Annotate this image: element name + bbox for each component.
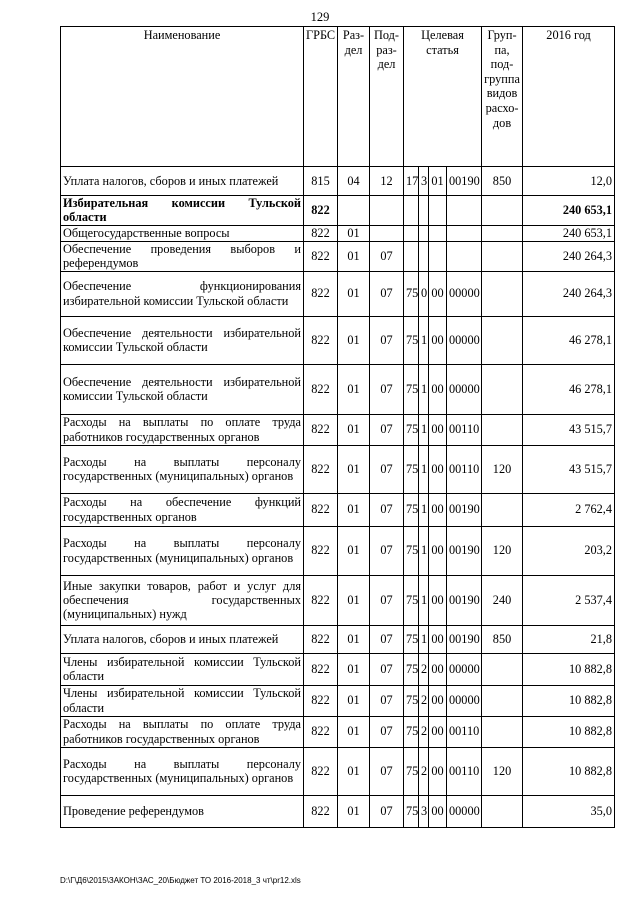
row-name: Общегосударственные вопросы — [61, 225, 304, 241]
row-target-program — [404, 225, 419, 241]
row-podrazdel: 07 — [370, 241, 404, 271]
row-target-event: 00 — [429, 493, 447, 526]
row-expense-group — [482, 271, 523, 316]
table-row — [61, 271, 615, 316]
row-amount-2016: 240 264,3 — [523, 271, 615, 316]
row-expense-group — [482, 316, 523, 364]
row-target-program: 75 — [404, 653, 419, 685]
row-target-direction: 00000 — [447, 795, 482, 827]
row-razdel: 01 — [338, 625, 370, 653]
row-target-program: 75 — [404, 364, 419, 414]
row-name: Расходы на выплаты персоналу государственных (муниципальных) органов — [61, 747, 304, 795]
row-expense-group — [482, 795, 523, 827]
row-target-event: 00 — [429, 716, 447, 747]
row-podrazdel: 07 — [370, 625, 404, 653]
row-razdel: 01 — [338, 716, 370, 747]
row-target-program — [404, 241, 419, 271]
row-target-event — [429, 241, 447, 271]
row-amount-2016: 43 515,7 — [523, 414, 615, 445]
row-expense-group — [482, 241, 523, 271]
table-row — [61, 196, 615, 226]
header-target: Целевая статья — [404, 27, 482, 167]
row-name: Уплата налогов, сборов и иных платежей — [61, 625, 304, 653]
row-grbs: 822 — [304, 685, 338, 716]
row-expense-group: 120 — [482, 526, 523, 575]
row-podrazdel: 07 — [370, 653, 404, 685]
header-row — [61, 27, 615, 167]
row-target-direction: 00190 — [447, 167, 482, 196]
row-podrazdel: 07 — [370, 795, 404, 827]
row-podrazdel — [370, 225, 404, 241]
row-target-subprogram: 1 — [419, 414, 429, 445]
row-target-direction: 00000 — [447, 685, 482, 716]
row-expense-group — [482, 364, 523, 414]
row-expense-group: 240 — [482, 575, 523, 625]
header-year: 2016 год — [523, 27, 615, 167]
row-target-direction: 00190 — [447, 526, 482, 575]
row-target-event — [429, 196, 447, 226]
row-target-program: 17 — [404, 167, 419, 196]
row-name: Обеспечение деятельности избирательной комиссии Тульской области — [61, 316, 304, 364]
row-target-subprogram: 1 — [419, 316, 429, 364]
row-razdel: 01 — [338, 795, 370, 827]
row-podrazdel: 07 — [370, 493, 404, 526]
header-grbs: ГРБС — [304, 27, 338, 167]
row-target-event: 00 — [429, 526, 447, 575]
row-target-program: 75 — [404, 685, 419, 716]
row-target-event: 00 — [429, 685, 447, 716]
row-target-subprogram: 1 — [419, 575, 429, 625]
row-podrazdel: 07 — [370, 575, 404, 625]
row-podrazdel: 07 — [370, 747, 404, 795]
row-podrazdel: 07 — [370, 445, 404, 493]
row-target-subprogram: 1 — [419, 526, 429, 575]
row-name: Проведение референдумов — [61, 795, 304, 827]
row-grbs: 822 — [304, 196, 338, 226]
table-row — [61, 747, 615, 795]
row-razdel: 01 — [338, 316, 370, 364]
row-name: Члены избирательной комиссии Тульской области — [61, 685, 304, 716]
row-expense-group: 850 — [482, 167, 523, 196]
row-name: Расходы на обеспечение функций государственных органов — [61, 493, 304, 526]
row-amount-2016: 43 515,7 — [523, 445, 615, 493]
table-row — [61, 316, 615, 364]
row-target-subprogram: 0 — [419, 271, 429, 316]
row-target-subprogram: 1 — [419, 493, 429, 526]
row-expense-group: 120 — [482, 747, 523, 795]
row-grbs: 822 — [304, 575, 338, 625]
row-target-direction: 00190 — [447, 575, 482, 625]
row-amount-2016: 203,2 — [523, 526, 615, 575]
row-target-event: 00 — [429, 414, 447, 445]
row-razdel: 01 — [338, 575, 370, 625]
row-razdel: 04 — [338, 167, 370, 196]
row-target-program: 75 — [404, 526, 419, 575]
row-razdel: 01 — [338, 364, 370, 414]
row-target-direction: 00000 — [447, 364, 482, 414]
row-target-program: 75 — [404, 271, 419, 316]
row-grbs: 822 — [304, 364, 338, 414]
row-target-event: 00 — [429, 747, 447, 795]
row-target-direction: 00110 — [447, 445, 482, 493]
header-name: Наименование — [61, 27, 304, 167]
row-expense-group: 120 — [482, 445, 523, 493]
row-razdel: 01 — [338, 526, 370, 575]
row-target-direction — [447, 225, 482, 241]
row-amount-2016: 240 653,1 — [523, 225, 615, 241]
row-name: Расходы на выплаты по оплате труда работников государственных органов — [61, 414, 304, 445]
row-amount-2016: 21,8 — [523, 625, 615, 653]
row-target-program: 75 — [404, 316, 419, 364]
row-grbs: 822 — [304, 716, 338, 747]
table-row — [61, 795, 615, 827]
row-podrazdel — [370, 196, 404, 226]
row-razdel: 01 — [338, 225, 370, 241]
row-target-subprogram — [419, 196, 429, 226]
row-target-subprogram: 2 — [419, 716, 429, 747]
table-row — [61, 625, 615, 653]
row-target-event: 00 — [429, 316, 447, 364]
row-target-program: 75 — [404, 625, 419, 653]
row-podrazdel: 07 — [370, 364, 404, 414]
row-podrazdel: 07 — [370, 526, 404, 575]
row-name: Обеспечение проведения выборов и референдумов — [61, 241, 304, 271]
table-row — [61, 225, 615, 241]
budget-table — [60, 26, 615, 828]
row-target-event: 00 — [429, 795, 447, 827]
row-target-program: 75 — [404, 716, 419, 747]
row-target-event: 00 — [429, 575, 447, 625]
table-row — [61, 575, 615, 625]
row-expense-group — [482, 225, 523, 241]
row-grbs: 822 — [304, 414, 338, 445]
row-target-direction: 00000 — [447, 653, 482, 685]
row-name: Обеспечение функционирования избирательной комиссии Тульской области — [61, 271, 304, 316]
row-target-subprogram: 1 — [419, 625, 429, 653]
row-name: Избирательная комиссии Тульской области — [61, 196, 304, 226]
table-row — [61, 364, 615, 414]
row-name: Расходы на выплаты по оплате труда работников государственных органов — [61, 716, 304, 747]
row-podrazdel: 07 — [370, 271, 404, 316]
row-target-program: 75 — [404, 414, 419, 445]
row-grbs: 822 — [304, 241, 338, 271]
row-target-subprogram: 2 — [419, 685, 429, 716]
row-grbs: 822 — [304, 747, 338, 795]
row-target-program: 75 — [404, 445, 419, 493]
row-razdel: 01 — [338, 493, 370, 526]
row-expense-group — [482, 414, 523, 445]
row-target-program: 75 — [404, 795, 419, 827]
row-target-program — [404, 196, 419, 226]
row-grbs: 822 — [304, 225, 338, 241]
row-grbs: 822 — [304, 653, 338, 685]
header-group: Груп- па, под- группа видов расхо- дов — [482, 27, 523, 167]
row-target-direction: 00110 — [447, 747, 482, 795]
row-target-subprogram: 1 — [419, 364, 429, 414]
table-row — [61, 526, 615, 575]
row-amount-2016: 240 264,3 — [523, 241, 615, 271]
header-razdel: Раз- дел — [338, 27, 370, 167]
table-row — [61, 414, 615, 445]
row-target-program: 75 — [404, 493, 419, 526]
file-path-footer: D:\Г\Д6\2015\ЗАКОН\ЗАС_20\Бюджет ТО 2016-2018_3 чт\pr12.xls — [60, 876, 301, 885]
row-grbs: 822 — [304, 493, 338, 526]
row-target-direction: 00190 — [447, 493, 482, 526]
row-grbs: 822 — [304, 795, 338, 827]
row-grbs: 822 — [304, 445, 338, 493]
row-amount-2016: 10 882,8 — [523, 653, 615, 685]
row-target-program: 75 — [404, 747, 419, 795]
row-amount-2016: 46 278,1 — [523, 364, 615, 414]
row-podrazdel: 07 — [370, 685, 404, 716]
table-row — [61, 493, 615, 526]
row-razdel: 01 — [338, 653, 370, 685]
row-target-event — [429, 225, 447, 241]
row-target-program: 75 — [404, 575, 419, 625]
row-amount-2016: 10 882,8 — [523, 685, 615, 716]
row-grbs: 815 — [304, 167, 338, 196]
row-target-direction: 00000 — [447, 271, 482, 316]
row-name: Обеспечение деятельности избирательной комиссии Тульской области — [61, 364, 304, 414]
row-grbs: 822 — [304, 526, 338, 575]
row-target-subprogram: 2 — [419, 653, 429, 685]
row-razdel: 01 — [338, 747, 370, 795]
row-target-event: 00 — [429, 445, 447, 493]
row-target-subprogram: 1 — [419, 445, 429, 493]
row-razdel: 01 — [338, 685, 370, 716]
row-target-direction — [447, 241, 482, 271]
row-grbs: 822 — [304, 271, 338, 316]
row-target-event: 01 — [429, 167, 447, 196]
row-podrazdel: 07 — [370, 716, 404, 747]
row-target-subprogram: 2 — [419, 747, 429, 795]
row-target-subprogram: 3 — [419, 167, 429, 196]
row-amount-2016: 46 278,1 — [523, 316, 615, 364]
row-expense-group — [482, 685, 523, 716]
row-target-direction — [447, 196, 482, 226]
row-amount-2016: 10 882,8 — [523, 716, 615, 747]
table-row — [61, 716, 615, 747]
row-target-subprogram: 3 — [419, 795, 429, 827]
row-amount-2016: 35,0 — [523, 795, 615, 827]
row-target-direction: 00190 — [447, 625, 482, 653]
row-razdel: 01 — [338, 271, 370, 316]
table-row — [61, 445, 615, 493]
row-podrazdel: 12 — [370, 167, 404, 196]
row-razdel — [338, 196, 370, 226]
table-row — [61, 653, 615, 685]
row-expense-group — [482, 493, 523, 526]
row-expense-group — [482, 653, 523, 685]
row-target-subprogram — [419, 225, 429, 241]
row-grbs: 822 — [304, 316, 338, 364]
page-number: 129 — [310, 10, 330, 24]
table-row — [61, 241, 615, 271]
row-amount-2016: 10 882,8 — [523, 747, 615, 795]
table-row — [61, 685, 615, 716]
row-podrazdel: 07 — [370, 316, 404, 364]
row-amount-2016: 12,0 — [523, 167, 615, 196]
row-name: Члены избирательной комиссии Тульской области — [61, 653, 304, 685]
table-row — [61, 167, 615, 196]
row-expense-group: 850 — [482, 625, 523, 653]
row-target-event: 00 — [429, 653, 447, 685]
row-target-subprogram — [419, 241, 429, 271]
row-name: Расходы на выплаты персоналу государственных (муниципальных) органов — [61, 445, 304, 493]
row-target-direction: 00110 — [447, 716, 482, 747]
row-target-event: 00 — [429, 364, 447, 414]
row-expense-group — [482, 716, 523, 747]
row-razdel: 01 — [338, 241, 370, 271]
row-amount-2016: 2 537,4 — [523, 575, 615, 625]
row-target-direction: 00000 — [447, 316, 482, 364]
row-podrazdel: 07 — [370, 414, 404, 445]
row-amount-2016: 2 762,4 — [523, 493, 615, 526]
row-amount-2016: 240 653,1 — [523, 196, 615, 226]
row-target-direction: 00110 — [447, 414, 482, 445]
row-expense-group — [482, 196, 523, 226]
row-target-event: 00 — [429, 271, 447, 316]
row-name: Иные закупки товаров, работ и услуг для обеспечения государственных (муниципальных) нужд — [61, 575, 304, 625]
row-grbs: 822 — [304, 625, 338, 653]
row-name: Расходы на выплаты персоналу государственных (муниципальных) органов — [61, 526, 304, 575]
row-name: Уплата налогов, сборов и иных платежей — [61, 167, 304, 196]
row-razdel: 01 — [338, 414, 370, 445]
row-target-event: 00 — [429, 625, 447, 653]
header-podrazdel: Под- раз- дел — [370, 27, 404, 167]
row-razdel: 01 — [338, 445, 370, 493]
